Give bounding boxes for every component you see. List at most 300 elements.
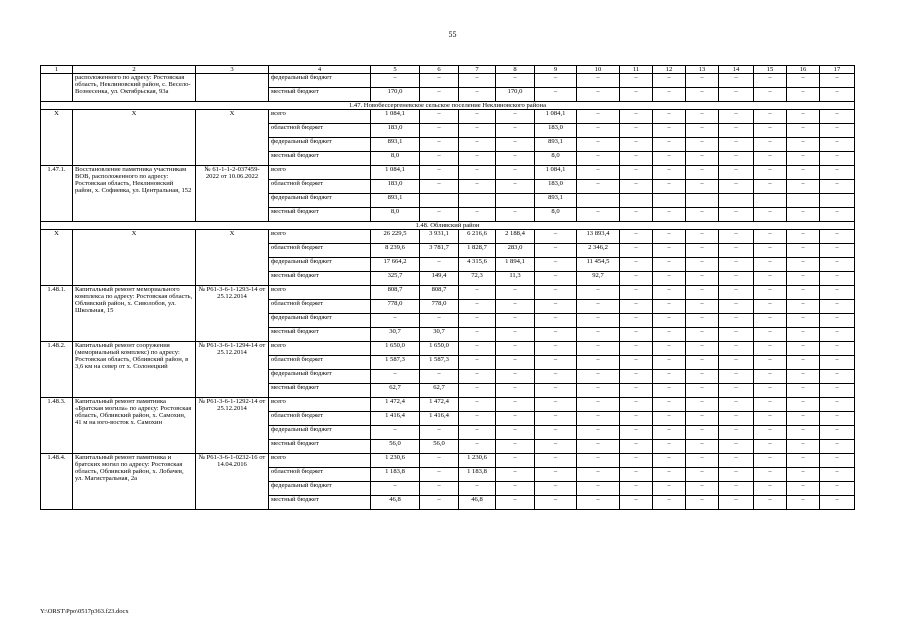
value-cell: – (719, 110, 754, 124)
value-cell: 170,0 (496, 88, 535, 102)
column-number: 13 (686, 66, 719, 74)
funding-source-label: всего (269, 230, 371, 244)
funding-source-label: областной бюджет (269, 124, 371, 138)
value-cell: – (459, 398, 496, 412)
value-cell: – (754, 166, 787, 180)
value-cell: – (535, 482, 577, 496)
value-cell: – (459, 166, 496, 180)
section-row (41, 102, 855, 110)
value-cell: – (820, 440, 855, 454)
value-cell: – (535, 496, 577, 510)
value-cell: – (787, 180, 820, 194)
value-cell: – (653, 180, 686, 194)
value-cell: – (535, 342, 577, 356)
value-cell: – (459, 74, 496, 88)
value-cell: – (371, 370, 420, 384)
value-cell: – (535, 426, 577, 440)
value-cell: – (420, 314, 459, 328)
value-cell: – (620, 398, 653, 412)
value-cell: – (754, 440, 787, 454)
file-path-footer: Y:\ORST\Ppo\0517p363.f23.docx (40, 608, 129, 615)
value-cell: 62,7 (420, 384, 459, 398)
value-cell: – (686, 74, 719, 88)
value-cell: – (754, 496, 787, 510)
value-cell: – (820, 208, 855, 222)
value-cell: – (719, 74, 754, 88)
value-cell: – (787, 426, 820, 440)
value-cell: 1 230,6 (371, 454, 420, 468)
value-cell: – (459, 152, 496, 166)
value-cell: – (577, 328, 620, 342)
value-cell: – (719, 496, 754, 510)
value-cell: – (459, 412, 496, 426)
value-cell: – (653, 300, 686, 314)
value-cell: – (754, 468, 787, 482)
value-cell: – (653, 412, 686, 426)
funding-source-label: всего (269, 166, 371, 180)
value-cell: – (686, 328, 719, 342)
value-cell: – (459, 110, 496, 124)
value-cell: – (719, 138, 754, 152)
value-cell: – (620, 258, 653, 272)
value-cell: 8 239,6 (371, 244, 420, 258)
value-cell: – (496, 110, 535, 124)
value-cell: – (420, 496, 459, 510)
value-cell: – (459, 384, 496, 398)
column-number: 8 (496, 66, 535, 74)
value-cell: 893,1 (371, 138, 420, 152)
value-cell: – (620, 426, 653, 440)
section-title: 1.48. Обливский район (41, 222, 855, 230)
value-cell: – (577, 138, 620, 152)
column-number: 15 (754, 66, 787, 74)
value-cell: – (820, 328, 855, 342)
table-row (41, 286, 855, 300)
value-cell: – (787, 88, 820, 102)
value-cell: – (686, 482, 719, 496)
value-cell: – (577, 300, 620, 314)
value-cell: – (496, 398, 535, 412)
funding-source-label: федеральный бюджет (269, 482, 371, 496)
value-cell (820, 194, 855, 208)
value-cell: – (459, 300, 496, 314)
value-cell: – (496, 356, 535, 370)
value-cell: – (371, 74, 420, 88)
column-number: 9 (535, 66, 577, 74)
value-cell: – (653, 208, 686, 222)
value-cell: 1 084,1 (371, 166, 420, 180)
value-cell: – (535, 300, 577, 314)
value-cell: – (653, 314, 686, 328)
funding-source-label: местный бюджет (269, 272, 371, 286)
value-cell: – (653, 110, 686, 124)
value-cell: – (653, 124, 686, 138)
value-cell: 808,7 (420, 286, 459, 300)
object-name: Капитальный ремонт сооружения (мемориальный комплекс) по адресу: Ростовская область, Обливский район, в 3,6 км на север от х. Солонецкий (73, 342, 196, 398)
column-number: 7 (459, 66, 496, 74)
value-cell: – (787, 230, 820, 244)
value-cell: 11,3 (496, 272, 535, 286)
value-cell: – (653, 166, 686, 180)
value-cell: – (620, 440, 653, 454)
value-cell: – (719, 384, 754, 398)
value-cell: – (787, 482, 820, 496)
value-cell: 1 084,1 (535, 166, 577, 180)
value-cell: – (719, 342, 754, 356)
value-cell: – (787, 110, 820, 124)
value-cell: – (535, 314, 577, 328)
value-cell: – (459, 88, 496, 102)
value-cell: – (787, 412, 820, 426)
value-cell: – (577, 342, 620, 356)
funding-source-label: местный бюджет (269, 328, 371, 342)
value-cell: – (496, 74, 535, 88)
value-cell: – (719, 440, 754, 454)
value-cell: 17 664,2 (371, 258, 420, 272)
value-cell (653, 194, 686, 208)
value-cell: – (754, 208, 787, 222)
value-cell: – (496, 300, 535, 314)
value-cell (620, 194, 653, 208)
column-number: 16 (787, 66, 820, 74)
value-cell: – (496, 328, 535, 342)
value-cell: – (577, 356, 620, 370)
value-cell: – (420, 180, 459, 194)
value-cell: – (686, 180, 719, 194)
value-cell: – (371, 482, 420, 496)
value-cell: – (820, 138, 855, 152)
value-cell: 325,7 (371, 272, 420, 286)
value-cell: – (620, 356, 653, 370)
value-cell: – (754, 384, 787, 398)
object-number: 1.47.1. (41, 166, 73, 222)
value-cell: – (820, 180, 855, 194)
column-number: 14 (719, 66, 754, 74)
funding-source-label: местный бюджет (269, 88, 371, 102)
value-cell: – (754, 152, 787, 166)
value-cell: – (686, 314, 719, 328)
value-cell: 1 084,1 (371, 110, 420, 124)
value-cell: – (686, 258, 719, 272)
value-cell: 8,0 (535, 152, 577, 166)
value-cell: 183,0 (535, 124, 577, 138)
value-cell: – (653, 286, 686, 300)
column-number: 1 (41, 66, 73, 74)
column-number: 10 (577, 66, 620, 74)
value-cell: – (754, 124, 787, 138)
document-reference (196, 74, 269, 102)
value-cell (577, 194, 620, 208)
value-cell: – (620, 328, 653, 342)
value-cell: – (686, 286, 719, 300)
value-cell: – (787, 440, 820, 454)
value-cell: – (653, 454, 686, 468)
value-cell: – (754, 300, 787, 314)
value-cell: 56,0 (420, 440, 459, 454)
value-cell: – (820, 286, 855, 300)
value-cell: 778,0 (420, 300, 459, 314)
value-cell: – (653, 440, 686, 454)
value-cell: – (620, 342, 653, 356)
value-cell: 8,0 (371, 152, 420, 166)
value-cell: – (686, 124, 719, 138)
object-name: Капитальный ремонт мемориального комплекса по адресу: Ростовская область, Обливский район, х. Сиволобов, ул. Школьная, 15 (73, 286, 196, 342)
value-cell: 778,0 (371, 300, 420, 314)
value-cell: – (787, 152, 820, 166)
value-cell: – (787, 468, 820, 482)
value-cell: – (535, 244, 577, 258)
value-cell: – (686, 440, 719, 454)
value-cell: 1 183,8 (371, 468, 420, 482)
object-name: Капитальный ремонт памятника и братских могил по адресу: Ростовская область, Обливский район, х. Лобачев, ул. Магистральная, 2а (73, 454, 196, 510)
value-cell: – (820, 300, 855, 314)
value-cell: – (535, 328, 577, 342)
value-cell: – (719, 88, 754, 102)
value-cell: – (535, 258, 577, 272)
value-cell: – (754, 328, 787, 342)
table-row (41, 230, 855, 244)
value-cell: – (686, 110, 719, 124)
value-cell: – (620, 384, 653, 398)
value-cell: – (719, 356, 754, 370)
funding-source-label: всего (269, 342, 371, 356)
value-cell: – (719, 398, 754, 412)
value-cell: 183,0 (535, 180, 577, 194)
value-cell: – (620, 110, 653, 124)
value-cell: – (620, 166, 653, 180)
value-cell: 283,0 (496, 244, 535, 258)
value-cell: – (719, 152, 754, 166)
value-cell: 2 346,2 (577, 244, 620, 258)
value-cell: – (754, 74, 787, 88)
value-cell: – (820, 152, 855, 166)
value-cell (686, 194, 719, 208)
value-cell: – (577, 496, 620, 510)
value-cell: 30,7 (371, 328, 420, 342)
funding-source-label: местный бюджет (269, 440, 371, 454)
value-cell (754, 194, 787, 208)
value-cell: – (820, 482, 855, 496)
value-cell: – (787, 124, 820, 138)
value-cell: – (754, 138, 787, 152)
value-cell: 6 216,6 (459, 230, 496, 244)
document-reference: Х (196, 230, 269, 286)
funding-source-label: всего (269, 110, 371, 124)
value-cell: – (820, 74, 855, 88)
document-reference: № Р61-3-6-1-1294-14 от 25.12.2014 (196, 342, 269, 398)
value-cell: – (420, 370, 459, 384)
value-cell: – (719, 300, 754, 314)
value-cell: – (653, 244, 686, 258)
value-cell: – (371, 314, 420, 328)
value-cell: 4 315,6 (459, 258, 496, 272)
value-cell: – (535, 440, 577, 454)
value-cell: – (459, 138, 496, 152)
value-cell: 62,7 (371, 384, 420, 398)
value-cell: 8,0 (535, 208, 577, 222)
object-name: расположенного по адресу: Ростовская область, Неклиновский район, с. Весело-Вознесенка, ул. Октябрьская, 93а (73, 74, 196, 102)
document-reference: № 61-1-1-2-037459-2022 от 10.06.2022 (196, 166, 269, 222)
value-cell: – (420, 152, 459, 166)
value-cell: – (686, 152, 719, 166)
value-cell: – (686, 356, 719, 370)
value-cell: – (787, 138, 820, 152)
value-cell: – (820, 230, 855, 244)
table-row (41, 166, 855, 180)
value-cell: – (686, 272, 719, 286)
column-number: 6 (420, 66, 459, 74)
value-cell: – (686, 468, 719, 482)
column-number: 17 (820, 66, 855, 74)
value-cell: – (496, 314, 535, 328)
value-cell: – (620, 272, 653, 286)
value-cell: – (459, 124, 496, 138)
value-cell: 1 650,0 (420, 342, 459, 356)
value-cell: – (820, 370, 855, 384)
value-cell: – (653, 138, 686, 152)
value-cell: 149,4 (420, 272, 459, 286)
value-cell: 13 893,4 (577, 230, 620, 244)
value-cell: – (820, 314, 855, 328)
funding-source-label: местный бюджет (269, 496, 371, 510)
value-cell: 1 894,1 (496, 258, 535, 272)
value-cell: – (653, 152, 686, 166)
value-cell (459, 194, 496, 208)
value-cell: – (754, 356, 787, 370)
value-cell: – (535, 88, 577, 102)
value-cell: – (459, 370, 496, 384)
object-name: Восстановление памятника участникам ВОВ, расположенного по адресу: Ростовская область, Неклиновский район, х. Софиевка, ул. Центральная, 152 (73, 166, 196, 222)
value-cell: – (496, 286, 535, 300)
value-cell: – (719, 468, 754, 482)
object-name: Капитальный ремонт памятника «Братская могила» по адресу: Ростовская область, Обливский район, х. Самохин, 41 м на юго-восток х. Самохин (73, 398, 196, 454)
value-cell: – (686, 426, 719, 440)
value-cell: – (820, 412, 855, 426)
value-cell: – (620, 482, 653, 496)
value-cell: – (420, 454, 459, 468)
column-number: 12 (653, 66, 686, 74)
value-cell: – (686, 342, 719, 356)
value-cell: 3 931,1 (420, 230, 459, 244)
value-cell: – (754, 258, 787, 272)
value-cell: – (787, 166, 820, 180)
value-cell: – (496, 180, 535, 194)
value-cell: – (686, 496, 719, 510)
value-cell: – (754, 454, 787, 468)
value-cell (719, 194, 754, 208)
value-cell: – (754, 272, 787, 286)
object-number: Х (41, 110, 73, 166)
value-cell: – (496, 152, 535, 166)
value-cell: – (620, 152, 653, 166)
value-cell: – (577, 110, 620, 124)
value-cell: – (535, 384, 577, 398)
value-cell: – (620, 454, 653, 468)
value-cell: – (820, 468, 855, 482)
value-cell: – (496, 124, 535, 138)
value-cell: – (719, 412, 754, 426)
value-cell: – (535, 398, 577, 412)
value-cell: – (787, 74, 820, 88)
value-cell: – (719, 258, 754, 272)
funding-source-label: федеральный бюджет (269, 370, 371, 384)
value-cell: – (577, 286, 620, 300)
value-cell: – (620, 244, 653, 258)
value-cell: – (653, 384, 686, 398)
value-cell: – (620, 286, 653, 300)
value-cell: – (754, 426, 787, 440)
value-cell: – (754, 286, 787, 300)
value-cell: – (535, 412, 577, 426)
value-cell: – (787, 370, 820, 384)
funding-source-label: областной бюджет (269, 468, 371, 482)
budget-table (40, 65, 855, 510)
value-cell: – (496, 468, 535, 482)
funding-source-label: федеральный бюджет (269, 258, 371, 272)
value-cell: – (686, 88, 719, 102)
value-cell: – (787, 356, 820, 370)
value-cell: – (820, 166, 855, 180)
value-cell: – (820, 88, 855, 102)
value-cell: – (653, 398, 686, 412)
value-cell: – (496, 454, 535, 468)
value-cell: – (820, 454, 855, 468)
value-cell: – (420, 74, 459, 88)
value-cell: – (420, 110, 459, 124)
value-cell: 46,8 (371, 496, 420, 510)
object-name: Х (73, 230, 196, 286)
value-cell: – (420, 138, 459, 152)
value-cell: – (620, 138, 653, 152)
value-cell: – (719, 124, 754, 138)
value-cell: – (754, 88, 787, 102)
column-number: 5 (371, 66, 420, 74)
value-cell: – (653, 356, 686, 370)
value-cell: – (420, 258, 459, 272)
value-cell: – (620, 496, 653, 510)
value-cell: – (420, 208, 459, 222)
value-cell: – (820, 342, 855, 356)
value-cell: – (496, 496, 535, 510)
value-cell: – (577, 412, 620, 426)
value-cell: – (496, 208, 535, 222)
value-cell (420, 194, 459, 208)
value-cell: 1 183,8 (459, 468, 496, 482)
value-cell: – (459, 440, 496, 454)
funding-source-label: областной бюджет (269, 300, 371, 314)
value-cell: – (653, 88, 686, 102)
funding-source-label: областной бюджет (269, 244, 371, 258)
value-cell: – (420, 468, 459, 482)
value-cell: – (620, 208, 653, 222)
value-cell: – (420, 482, 459, 496)
funding-source-label: федеральный бюджет (269, 138, 371, 152)
value-cell: – (820, 398, 855, 412)
value-cell (787, 194, 820, 208)
value-cell: 26 229,5 (371, 230, 420, 244)
value-cell: – (820, 258, 855, 272)
value-cell: – (653, 426, 686, 440)
value-cell: – (653, 230, 686, 244)
value-cell: – (496, 482, 535, 496)
value-cell: – (686, 208, 719, 222)
value-cell: – (754, 110, 787, 124)
value-cell: – (577, 314, 620, 328)
header-row (41, 66, 855, 74)
value-cell: – (420, 426, 459, 440)
object-number: 1.48.1. (41, 286, 73, 342)
value-cell: – (787, 328, 820, 342)
